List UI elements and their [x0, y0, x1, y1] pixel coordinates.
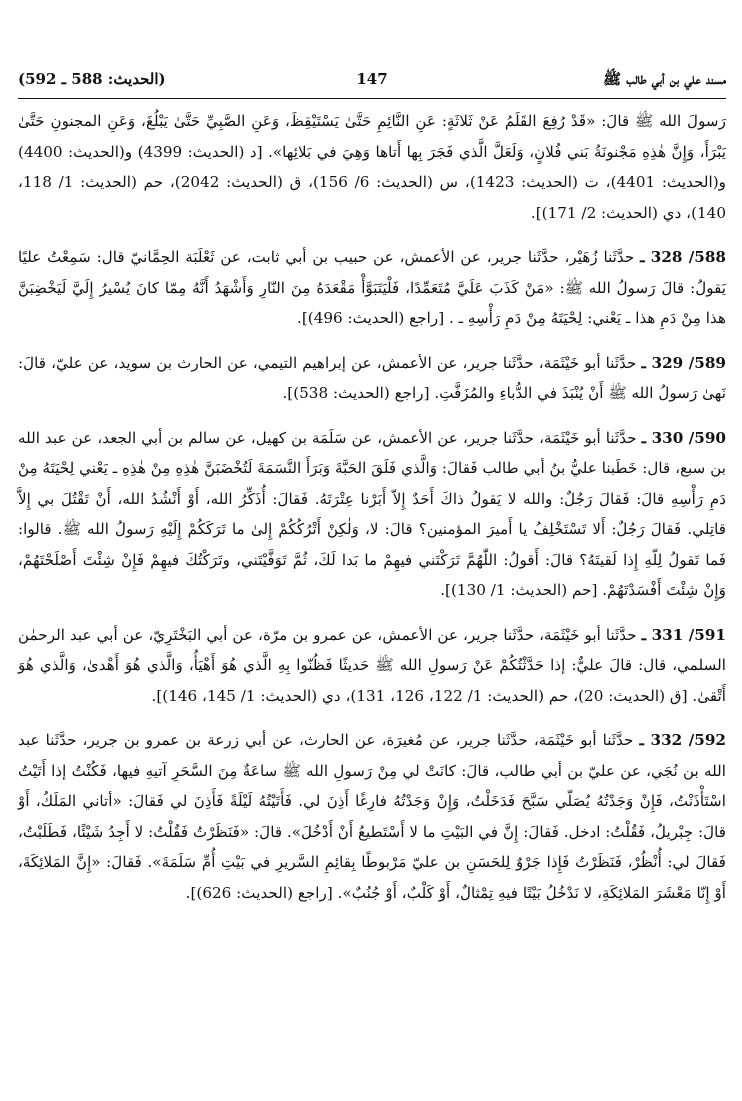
hadith-paragraph: [18, 348, 726, 409]
hadith-paragraph: [18, 725, 726, 908]
page-header: [18, 60, 726, 90]
header-divider: [18, 98, 726, 99]
hadith-paragraph: [18, 242, 726, 334]
hadith-text: حدَّثَنا زُهَيْر، حدَّثَنا جرير، عن الأعمش، عن حبيب بن أبي ثابت، عن ثَعْلَبَة الحِمَّانيّ قال: سَمِعْتُ عليًا يَقولُ: قالَ رَسولُ الله ﷺ: «مَنْ كَذَبَ عَلَيَّ مُتَعَمِّدًا، فَلْيَتَبَوَّأْ مَقْعَدَهُ مِنَ النّارِ وَأَشْهَدُ أَنَّهُ مِمّا كانَ يُسْيرُ إِلَيَّ لَيَخْضِبَنَّ هذا مِنْ دَمِ هذا ـ يَعْني: لِحْيَتَهُ مِنْ دَمِ رَأْسِهِ ـ . [راجع (الحديث: 496)].: [18, 248, 726, 327]
hadith-paragraph: [18, 423, 726, 606]
hadith-number: 592/ 332 ـ: [639, 731, 726, 749]
page-body: [18, 106, 726, 922]
hadith-text: حدَّثَنا أبو خَيْثَمَة، حدَّثَنا جرير، عن الأعمش، عن عمرو بن مرّة، عن أبي البَخْتَرِيّ، عن أبي عبد الرحمٰن السلمي، قال: قالَ عليٌّ: إذا حَدَّثْتُكُمْ عَنْ رَسولِ الله ﷺ حَديثًا فَظُنّوا بِهِ الَّذي هُوَ أَهْيَأُ، وَالَّذي هُوَ أَهْدىٰ، وَالَّذي هُوَ أَتْقىٰ. [ق (الحديث: 20)، حم (الحديث: 1/ 122، 126، 131)، دي (الحديث: 1/ 145، 146)].: [18, 625, 726, 705]
hadith-text: حدَّثَنا أبو خَيْثَمَة، حدَّثَنا جرير، عن مُغيرَة، عن الحارث، عن أبي زرعة بن عمرو بن جرير، حدَّثَنا عبد الله بن نُجَي، عن عليّ بن أبي طالب، قالَ: كانَتْ لي مِنْ رَسولِ الله ﷺ ساعَةٌ مِنَ السَّحَرِ آتيهِ فيها، فَكُنْتُ إذا أَتَيْتُ اسْتَأْذَنْتُ، فَإِنْ وَجَدْتُهُ يُصَلّي سَبَّحَ فَدَخَلْتُ، وَإِنْ وَجَدْتُهُ فارِغًا أَذِنَ لي. فَأَتَيْتُهُ لَيْلَةً فَأَذِنَ لي فَقالَ: «أتاني المَلَكُ، أَوْ قالَ: جِبْريلُ، فَقُلْتُ: ادخل. فَقالَ: إِنَّ في البَيْتِ ما لا أَسْتَطيعُ أَنْ أَدْخُلَ». قالَ: «فَنَظَرْتُ فَقُلْتُ: لا أَجِدُ شَيْئًا، فَطَلَبْتُ، فَقالَ لي: أُنْظُرْ، فَنَظَرْتُ فَإِذا جَرْوٌ لِلحَسَنِ بن عليّ مَرْبوطًا بِقائِمِ السَّريرِ في بَيْتِ أُمِّ سَلَمَةَ». فَقالَ: «إِنَّ المَلائِكَةَ، أَوْ إِنّا مَعْشَرَ المَلائِكَةِ، لا نَدْخُلُ بَيْتًا فيهِ تِمْثالٌ، أَوْ كَلْبٌ، أَوْ جُنُبٌ». [راجع (الحديث: 626)].: [18, 731, 726, 902]
hadith-text: حدَّثَنا أبو خَيْثَمَة، حدَّثَنا جرير، عن الأعمش، عن سَلَمَة بن كهيل، عن سالم بن أبي الجعد، عن عبد الله بن سبع، قال: خَطَبنا عليُّ بنُ أبي طالب فَقالَ: وَالَّذي فَلَقَ الحَبَّةَ وَبَرَأَ النَّسَمَةَ لَتُخْضَبَنَّ هٰذِهِ مِنْ هٰذِهِ ـ يَعْني لِحْيَتَهُ مِنْ دَمِ رَأْسِهِ قالَ: فَقالَ رَجُلٌ: والله لا يَقولُ ذاكَ أَحَدٌ إِلاّ أَبَرْنا عِتْرَتَهُ. فَقالَ: أُذَكِّرُ الله، أَوْ أَنْشُدُ الله، أَنْ تَقْتُلَ بي إِلاَّ قاتِلي. فَقالَ رَجُلٌ: أَلا تَسْتَخْلِفُ يا أَميرَ المؤمنين؟ قالَ: لا، وَلٰكِنْ أَتْرُكُكُمْ إِلىٰ ما تَرَكَكُمْ إِلَيْهِ رَسولُ الله ﷺ. قالوا: فَما تَقولُ لِلّهِ إِذا لَقيتَهُ؟ قالَ: أَقولُ: اللّٰهُمَّ تَرَكْتَني فيهِمْ ما بَدا لَكَ، ثُمَّ تَوَفَّيْتَني، وتَرَكْتُكَ فيهِمْ فَإِنْ شِئْتَ أَصْلَحْتَهُمْ، وَإِنْ شِئْتَ أَفْسَدْتَهُمْ. [حم (الحديث: 1/ 130)].: [18, 428, 726, 599]
hadith-paragraph: [18, 106, 726, 228]
hadith-text: حدَّثَنا أبو خَيْثَمَة، حدَّثَنا جرير، عن الأعمش، عن إبراهيم التيمي، عن الحارث بن سويد، عن عليّ، قالَ: نَهىٰ رَسولُ الله ﷺ أَنْ يُنْبَذَ في الدُّباءِ والمُزَفَّتِ. [راجع (الحديث: 538)].: [18, 353, 726, 402]
hadith-number: 591/ 331 ـ: [641, 625, 726, 644]
hadith-number: 588/ 328 ـ: [640, 248, 726, 266]
hadith-number: 590/ 330 ـ: [641, 428, 726, 447]
book-title: مسند علي بن أبي طالب ﷺ: [602, 70, 726, 88]
book-page: [18, 60, 727, 902]
page-number: 147: [356, 70, 388, 88]
hadith-range: (الحديث: 588 ـ 592): [18, 70, 166, 88]
hadith-text: رَسولَ الله ﷺ قالَ: «قَدْ رُفِعَ القَلَمُ عَنْ ثَلاثَةٍ: عَنِ النَّائِمِ حَتَّىٰ يَسْتَيْقِظَ، وَعَنِ الصَّبِيِّ حَتَّىٰ يَبْلُغَ، وَعَنِ المجنونِ حَتَّىٰ يَبْرَأَ، وَإِنَّ هٰذِهِ مَجْنونَةُ بَني فُلانٍ، وَلَعَلَّ الَّذي فَجَرَ بِها أَتاها وَهِيَ في بَلائِها». [د (الحديث: 4399) و(الحديث: 4400) و(الحديث: 4401)، ت (الحديث: 1423)، س (الحديث: 6/ 156)، ق (الحديث: 2042)، حم (الحديث: 1/ 118، 140)، دي (الحديث: 2/ 171)].: [18, 112, 727, 222]
hadith-paragraph: [18, 620, 726, 712]
hadith-number: 589/ 329 ـ: [641, 353, 726, 372]
